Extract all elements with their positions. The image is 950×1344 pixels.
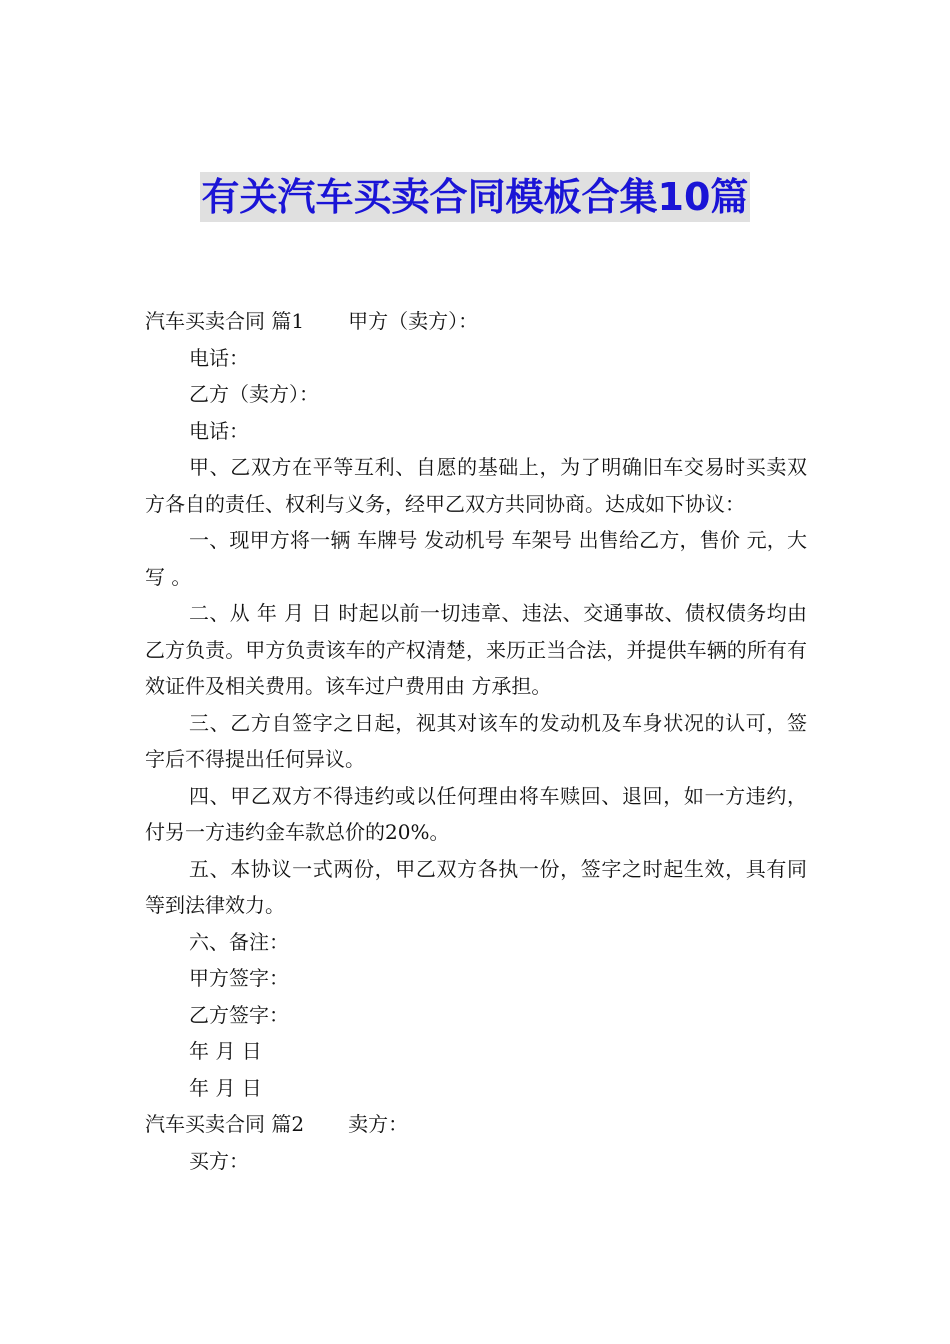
signature-a: 甲方签字：	[189, 966, 289, 990]
section1-heading: 汽车买卖合同 篇1	[145, 309, 305, 333]
title-container	[0, 172, 950, 222]
party-b-label: 乙方（卖方）：	[189, 382, 319, 406]
party-a-label: 甲方（卖方）：	[348, 309, 479, 333]
date-line-a: 年 月 日	[189, 1039, 262, 1063]
clause-3: 三、乙方自签字之日起，视其对该车的发动机及车身状况的认可，签字后不得提出任何异议。	[145, 710, 807, 771]
phone-a-label: 电话：	[189, 345, 249, 370]
intro-paragraph: 甲、乙双方在平等互利、自愿的基础上，为了明确旧车交易时买卖双方各自的责任、权利与义务，经甲乙双方共同协商。达成如下协议：	[145, 455, 807, 516]
clause-2: 二、从 年 月 日 时起以前一切违章、违法、交通事故、债权债务均由乙方负责。甲方负责该车的产权清楚，来历正当合法，并提供车辆的所有有效证件及相关费用。该车过户费用由 方承担。	[145, 601, 807, 698]
section1-heading-line	[145, 303, 807, 340]
date-line-b: 年 月 日	[189, 1075, 262, 1100]
clause-6-remarks: 六、备注：	[189, 929, 289, 954]
clause-1: 一、现甲方将一辆 车牌号 发动机号 车架号 出售给乙方，售价 元，大写 。	[145, 528, 807, 589]
document-body	[145, 303, 807, 1179]
seller-label: 卖方：	[348, 1112, 409, 1136]
signature-b: 乙方签字：	[189, 1002, 289, 1027]
section2-heading-line	[145, 1106, 807, 1143]
section2-heading: 汽车买卖合同 篇2	[145, 1112, 305, 1136]
clause-5: 五、本协议一式两份，甲乙双方各执一份，签字之时起生效，具有同等到法律效力。	[145, 856, 807, 917]
clause-4: 四、甲乙双方不得违约或以任何理由将车赎回、退回，如一方违约，付另一方违约金车款总价的20%。	[145, 783, 807, 844]
phone-b-label: 电话：	[189, 418, 249, 443]
document-title: 有关汽车买卖合同模板合集10篇	[200, 172, 751, 222]
buyer-label: 买方：	[189, 1148, 249, 1173]
